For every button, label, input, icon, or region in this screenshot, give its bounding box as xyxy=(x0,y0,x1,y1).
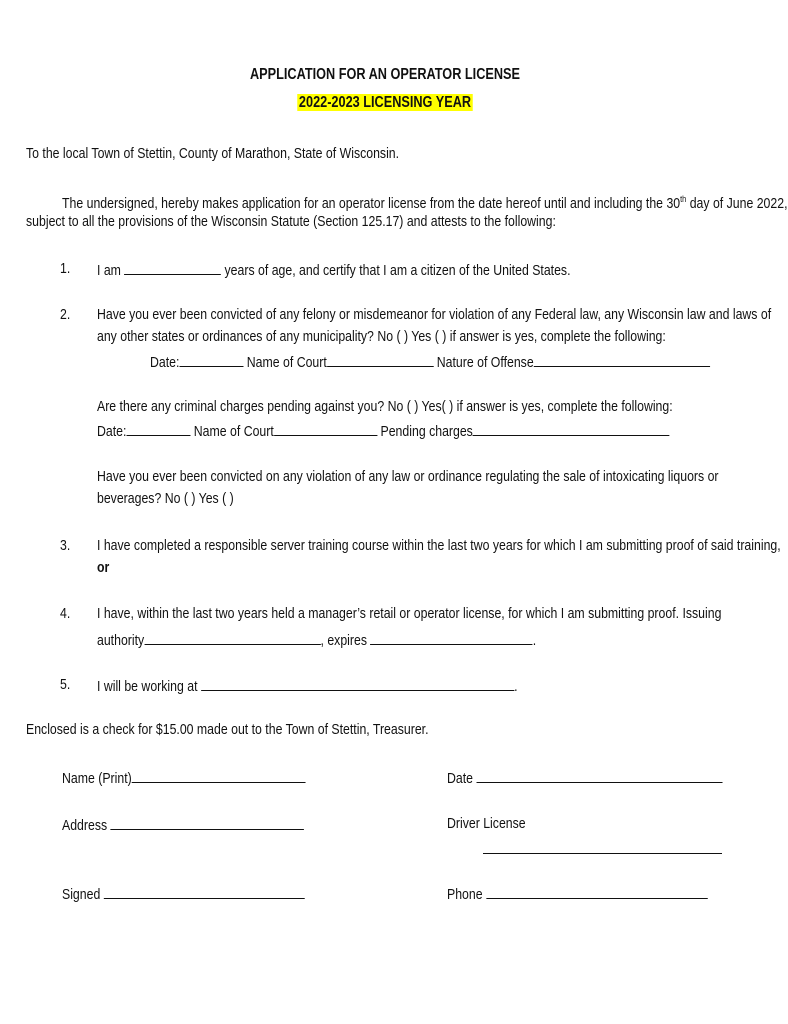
pending-charges-field[interactable] xyxy=(473,421,670,436)
offense-nature-field[interactable] xyxy=(534,352,710,367)
item-3-or: or xyxy=(97,559,110,576)
name-print-label: Name (Print) xyxy=(62,768,306,788)
intro-text: To the local Town of Stettin, County of Marathon, State of Wisconsin. xyxy=(26,145,400,162)
pending-date-field[interactable] xyxy=(126,421,190,436)
pending-charges-question: Are there any criminal charges pending against you? No ( ) Yes( ) if answer is yes, complete the following: xyxy=(97,398,673,415)
issuing-authority-field[interactable] xyxy=(144,630,320,645)
phone-field[interactable] xyxy=(486,884,707,899)
item-4-line-2: authority , expires . xyxy=(97,632,537,649)
item-2-line-2: any other states or ordinances of any municipality? No ( ) Yes ( ) if answer is yes, complete the following: xyxy=(97,328,666,345)
item-3-text: I have completed a responsible server training course within the last two years for which I am submitting proof of said training, xyxy=(97,537,781,554)
liquor-question-line-2: beverages? No ( ) Yes ( ) xyxy=(97,490,234,507)
signed-label: Signed xyxy=(62,884,305,904)
date-label: Date xyxy=(447,768,722,788)
expires-field[interactable] xyxy=(370,630,532,645)
address-field[interactable] xyxy=(111,815,305,830)
conviction-court-field[interactable] xyxy=(327,352,434,367)
item-2-details: Date: Name of Court Nature of Offense xyxy=(150,352,710,372)
age-field[interactable] xyxy=(124,260,221,275)
driver-license-label: Driver License xyxy=(447,815,526,832)
address-label: Address xyxy=(62,815,304,835)
licensing-year-highlight: 2022-2023 LICENSING YEAR xyxy=(298,94,472,111)
item-number-3: 3. xyxy=(60,537,71,554)
item-5-text: I will be working at . xyxy=(97,678,518,695)
phone-label: Phone xyxy=(447,884,707,904)
conviction-date-field[interactable] xyxy=(179,352,243,367)
driver-license-field[interactable] xyxy=(483,853,722,854)
item-4-line-1: I have, within the last two years held a manager’s retail or operator license, for which I am submitting proof. Issuing xyxy=(97,605,722,622)
working-at-field[interactable] xyxy=(201,676,514,691)
item-number-2: 2. xyxy=(60,306,71,323)
item-2-line-1: Have you ever been convicted of any felony or misdemeanor for violation of any Federal law, any Wisconsin law and laws of xyxy=(97,306,772,323)
name-print-field[interactable] xyxy=(132,768,306,783)
liquor-question-line-1: Have you ever been convicted on any violation of any law or ordinance regulating the sale of intoxicating liquors or xyxy=(97,468,719,485)
paragraph-1-line-1: The undersigned, hereby makes application for an operator license from the date hereof until and including the 30th day of June 2022, xyxy=(62,194,788,212)
form-subtitle xyxy=(69,94,700,112)
item-number-1: 1. xyxy=(60,260,71,277)
form-title: APPLICATION FOR AN OPERATOR LICENSE xyxy=(250,66,520,83)
pending-charges-details: Date: Name of Court Pending charges xyxy=(97,421,670,441)
pending-court-field[interactable] xyxy=(274,421,377,436)
item-1-text: I am years of age, and certify that I am a citizen of the United States. xyxy=(97,262,571,279)
date-field[interactable] xyxy=(476,768,722,783)
item-number-4: 4. xyxy=(60,605,71,622)
signature-field[interactable] xyxy=(104,884,305,899)
item-number-5: 5. xyxy=(60,676,71,693)
paragraph-1-line-2: subject to all the provisions of the Wisconsin Statute (Section 125.17) and attests to the following: xyxy=(26,213,556,230)
enclosed-check-note: Enclosed is a check for $15.00 made out to the Town of Stettin, Treasurer. xyxy=(26,721,429,738)
